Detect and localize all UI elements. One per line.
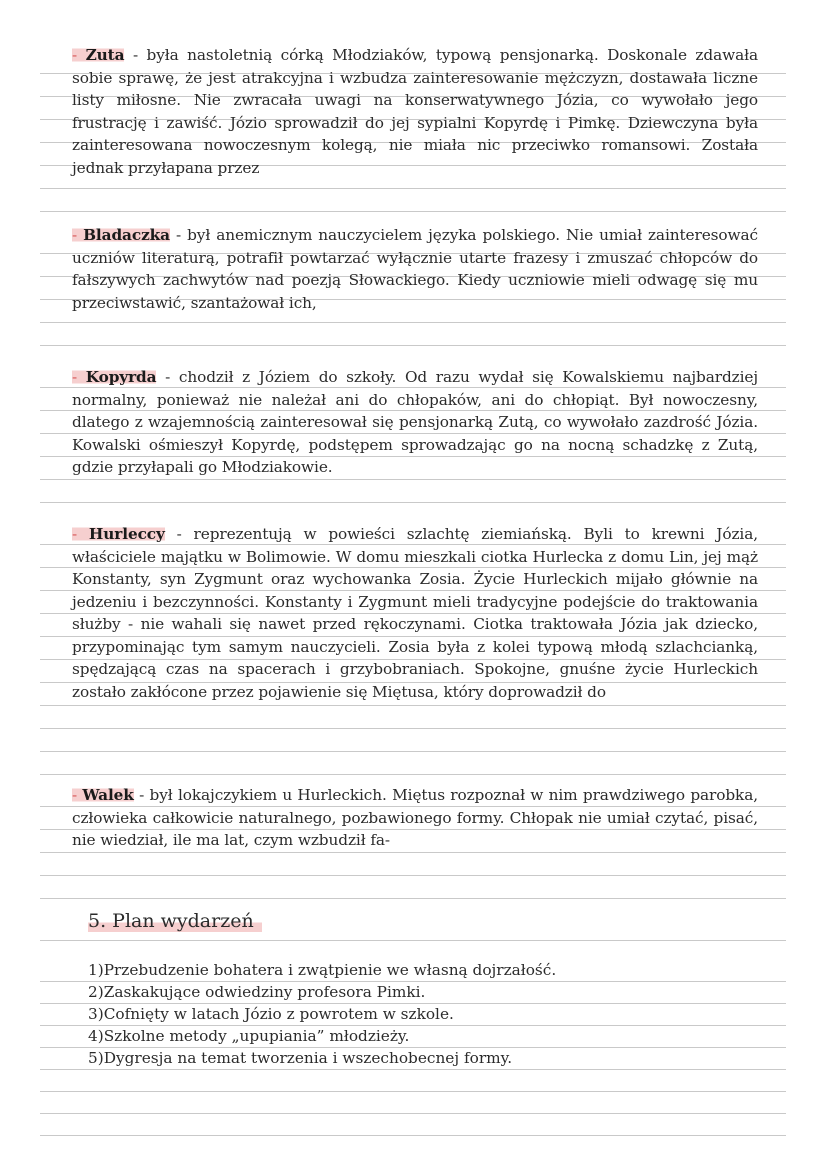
character-hurleccy: - Hurleccy - reprezentują w powieści szlachtę ziemiańską. Byli to krewni Józia, właściciele majątku w Bolimowie. W domu mieszkali ciotka Hurlecka z domu Lin, jej mąż Konstanty, syn Zygmunt oraz wychowanka Zosia. Życie Hurleckich mijało głównie na jedzeniu i bezczynności. Konstanty i Zygmunt mieli tradycyjne podejście do traktowania służby - nie wahali się nawet przed rękoczynami. Ciotka traktowała Józia jak dziecko, przypominając tym samym nauczycieli. Zosia była z kolei typową młodą szlachcianką, spędzającą czas na spacerach i grzybobraniach. Spokojne, gnuśne życie Hurleckich zostało zakłócone przez pojawienie się Miętusa, który doprowadził do — [72, 525, 758, 701]
events-plan-list — [88, 959, 728, 1069]
list-item: 3)Cofnięty w latach Józio z powrotem w szkole. — [88, 1005, 454, 1023]
character-name: Walek — [82, 786, 134, 804]
list-item: 5)Dygresja na temat tworzenia i wszechobecnej formy. — [88, 1049, 513, 1067]
section-heading: 5. Plan wydarzeń — [88, 908, 262, 934]
list-item: 2)Zaskakujące odwiedziny profesora Pimki. — [88, 983, 426, 1001]
character-description: był anemicznym nauczycielem języka polskiego. Nie umiał zainteresować uczniów literaturą, potrafił powtarzać wyłącznie utarte frazesy i zmuszać chłopców do fałszywych zachwytów nad poezją Słowackiego. Kiedy uczniowie mieli odwagę się mu przeciwstawić, szantażował ich, — [72, 226, 758, 312]
character-zuta: - Zuta - była nastoletnią córką Młodziaków, typową pensjonarką. Doskonale zdawała sobie sprawę, że jest atrakcyjna i wzbudza zainteresowanie mężczyzn, dostawała liczne listy miłosne. Nie zwracała uwagi na konserwatywnego Józia, co wywołało jego frustrację i zawiść. Józio sprowadził do jej sypialni Kopyrdę i Pimkę. Dziewczyna była zainteresowana nowoczesnym kolegą, nie miała nic przeciwko romansowi. Została jednak przyłapana przez — [72, 46, 758, 177]
character-description: reprezentują w powieści szlachtę ziemiańską. Byli to krewni Józia, właściciele majątku w Bolimowie. W domu mieszkali ciotka Hurlecka z domu Lin, jej mąż Konstanty, syn Zygmunt oraz wychowanka Zosia. Życie Hurleckich mijało głównie na jedzeniu i bezczynności. Konstanty i Zygmunt mieli tradycyjne podejście do traktowania służby - nie wahali się nawet przed rękoczynami. Ciotka traktowała Józia jak dziecko, przypominając tym samym nauczycieli. Zosia była z kolei typową młodą szlachcianką, spędzającą czas na spacerach i grzybobraniach. Spokojne, gnuśne życie Hurleckich zostało zakłócone przez pojawienie się Miętusa, który doprowadził do — [72, 525, 758, 701]
list-item: 4)Szkolne metody „upupiania” młodzieży. — [88, 1027, 410, 1045]
character-walek: - Walek - był lokajczykiem u Hurleckich. Miętus rozpoznał w nim prawdziwego parobka, człowieka całkowicie naturalnego, pozbawionego formy. Chłopak nie umiał czytać, pisać, nie wiedział, ile ma lat, czym wzbudził fa- — [72, 786, 758, 849]
character-description: był lokajczykiem u Hurleckich. Miętus rozpoznał w nim prawdziwego parobka, człowieka całkowicie naturalnego, pozbawionego formy. Chłopak nie umiał czytać, pisać, nie wiedział, ile ma lat, czym wzbudził fa- — [72, 786, 758, 849]
character-kopyrda: - Kopyrda - chodził z Józiem do szkoły. Od razu wydał się Kowalskiemu najbardziej normalny, ponieważ nie należał ani do chłopaków, ani do chłopiąt. Był nowoczesny, dlatego z wzajemnością zainteresował się pensjonarką Zutą, co wywołało zazdrość Józia. Kowalski ośmieszył Kopyrdę, podstępem sprowadzając go na nocną schadzkę z Zutą, gdzie przyłapali go Młodziakowie. — [72, 368, 758, 476]
character-name: Hurleccy — [88, 525, 165, 543]
character-description: chodził z Józiem do szkoły. Od razu wydał się Kowalskiemu najbardziej normalny, ponieważ nie należał ani do chłopaków, ani do chłopiąt. Był nowoczesny, dlatego z wzajemnością zainteresował się pensjonarką Zutą, co wywołało zazdrość Józia. Kowalski ośmieszył Kopyrdę, podstępem sprowadzając go na nocną schadzkę z Zutą, gdzie przyłapali go Młodziakowie. — [72, 368, 758, 476]
character-name: Kopyrda — [85, 368, 157, 386]
character-name: Bladaczka — [83, 226, 170, 244]
character-name: Zuta — [85, 46, 125, 64]
list-item: 1)Przebudzenie bohatera i zwątpienie we własną dojrzałość. — [88, 961, 557, 979]
character-bladaczka: - Bladaczka - był anemicznym nauczycielem języka polskiego. Nie umiał zainteresować uczniów literaturą, potrafił powtarzać wyłącznie utarte frazesy i zmuszać chłopców do fałszywych zachwytów nad poezją Słowackiego. Kiedy uczniowie mieli odwagę się mu przeciwstawić, szantażował ich, — [72, 226, 758, 312]
character-description: była nastoletnią córką Młodziaków, typową pensjonarką. Doskonale zdawała sobie sprawę, że jest atrakcyjna i wzbudza zainteresowanie mężczyzn, dostawała liczne listy miłosne. Nie zwracała uwagi na konserwatywnego Józia, co wywołało jego frustrację i zawiść. Józio sprowadził do jej sypialni Kopyrdę i Pimkę. Dziewczyna była zainteresowana nowoczesnym kolegą, nie miała nic przeciwko romansowi. Została jednak przyłapana przez — [72, 46, 758, 177]
